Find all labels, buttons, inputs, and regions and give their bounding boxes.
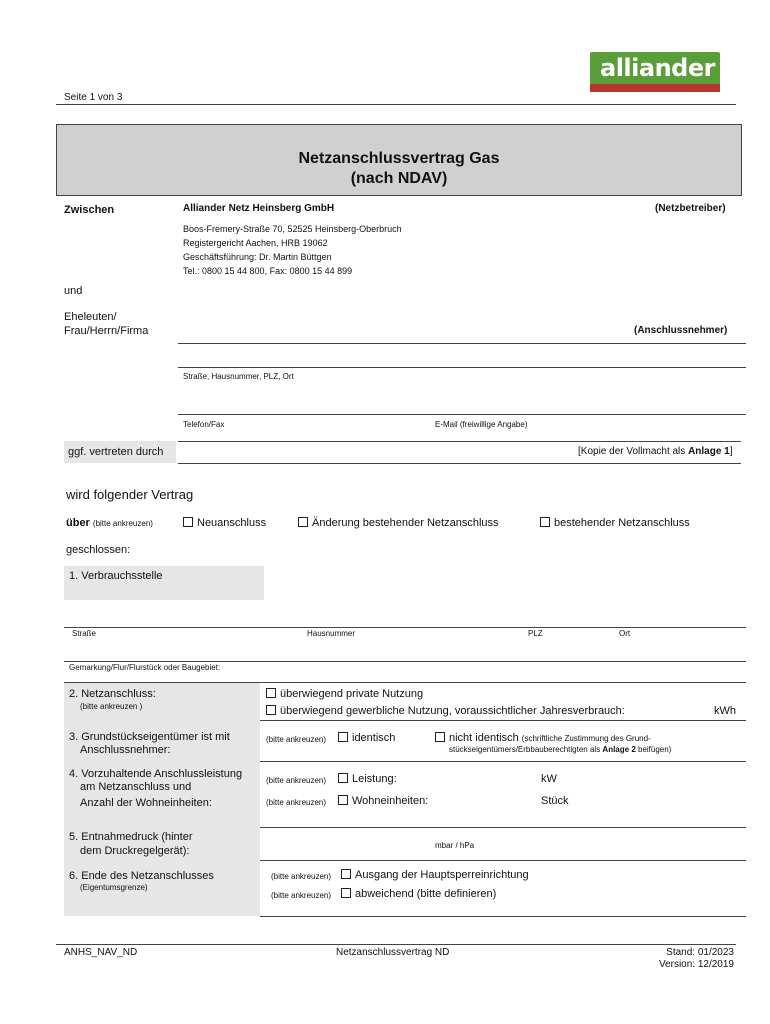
s4-unit-count: Stück: [541, 795, 569, 807]
checkbox-not-identical[interactable]: [435, 732, 445, 742]
site-address-line[interactable]: [64, 627, 746, 628]
site-parcel-line[interactable]: [64, 661, 746, 662]
company-logo: [590, 52, 720, 92]
site-parcel-label: Gemarkung/Flur/Flurstück oder Baugebiet:: [69, 663, 221, 672]
s3-hint: (bitte ankreuzen): [266, 735, 327, 744]
site-street-label: Straße: [72, 629, 97, 638]
checkbox-private[interactable]: [266, 688, 276, 698]
s6-hint-1: (bitte ankreuzen): [271, 872, 332, 881]
s6-hint-label: (Eigentumsgrenze): [80, 883, 148, 892]
footer-doc-name: Netzanschlussvertrag ND: [336, 947, 450, 958]
between-label: Zwischen: [64, 204, 115, 216]
s4-bottom-line: [260, 827, 746, 828]
footer-divider: [56, 944, 736, 945]
company-register: Registergericht Aachen, HRB 19062: [183, 238, 328, 248]
s6-hint-2: (bitte ankreuzen): [271, 891, 332, 900]
company-role: (Netzbetreiber): [655, 203, 726, 214]
customer-name-line[interactable]: [178, 343, 746, 344]
s6-option-deviating[interactable]: abweichend (bitte definieren): [341, 888, 496, 900]
consumption-site-heading: 1. Verbrauchsstelle: [69, 570, 163, 582]
email-hint: E-Mail (freiwillige Angabe): [435, 420, 528, 429]
company-management: Geschäftsführung: Dr. Martin Büttgen: [183, 252, 332, 262]
s3-label-1: 3. Grundstückseigentümer ist mit: [69, 731, 230, 743]
street-hint: Straße, Hausnummer, PLZ, Ort: [183, 372, 294, 381]
s6-label: 6. Ende des Netzanschlusses: [69, 870, 214, 882]
checkbox-existing[interactable]: [540, 517, 550, 527]
contract-about: über (bitte ankreuzen): [66, 517, 153, 529]
site-zip-label: PLZ: [528, 629, 543, 638]
s3-label-2: Anschlussnehmer:: [80, 744, 171, 756]
site-house-number-label: Hausnummer: [307, 629, 356, 638]
header-divider: [56, 104, 736, 105]
s2-option-commercial[interactable]: überwiegend gewerbliche Nutzung, voraussichtlicher Jahresverbrauch:: [266, 705, 625, 717]
s5-label-2: dem Druckregelgerät):: [80, 845, 190, 857]
checkbox-commercial[interactable]: [266, 705, 276, 715]
footer-doc-code: ANHS_NAV_ND: [64, 947, 138, 958]
checkbox-identical[interactable]: [338, 732, 348, 742]
s4-label-3: Anzahl der Wohneinheiten:: [80, 797, 212, 809]
checkbox-deviating[interactable]: [341, 888, 351, 898]
site-city-label: Ort: [619, 629, 631, 638]
s3-option-identical[interactable]: identisch: [338, 732, 395, 744]
checkbox-main-valve[interactable]: [341, 869, 351, 879]
sections-top-line: [64, 682, 746, 683]
contract-concluded: geschlossen:: [66, 544, 131, 556]
s5-bottom-line: [260, 860, 746, 861]
checkbox-units[interactable]: [338, 795, 348, 805]
s4-hint-2: (bitte ankreuzen): [266, 798, 327, 807]
s3-option-not-identical[interactable]: nicht identisch (schriftliche Zustimmung des Grund-: [435, 732, 651, 744]
customer-address-line[interactable]: [178, 367, 746, 368]
s4-label-1: 4. Vorzuhaltende Anschlussleistung: [69, 768, 243, 780]
checkbox-change[interactable]: [298, 517, 308, 527]
s2-label: 2. Netzanschluss:: [69, 688, 156, 700]
checkbox-power[interactable]: [338, 773, 348, 783]
title-line-2: (nach NDAV): [350, 170, 448, 187]
s2-hint: (bitte ankreuzen ): [80, 702, 143, 711]
s6-option-main-valve[interactable]: Ausgang der Hauptsperreinrichtung: [341, 869, 529, 881]
option-existing[interactable]: bestehender Netzanschluss: [540, 517, 690, 529]
page-label: Seite 1 von 3: [64, 92, 123, 103]
company-phone: Tel.: 0800 15 44 800, Fax: 0800 15 44 899: [183, 266, 353, 276]
s6-bottom-line: [260, 916, 746, 917]
s2-bottom-line: [260, 720, 746, 721]
s2-unit: kWh: [714, 705, 736, 717]
checkbox-new[interactable]: [183, 517, 193, 527]
s4-hint-1: (bitte ankreuzen): [266, 776, 327, 785]
footer-version: Version: 12/2019: [658, 959, 734, 970]
s4-option-units[interactable]: Wohneinheiten:: [338, 795, 428, 807]
company-name: Alliander Netz Heinsberg GmbH: [183, 203, 335, 214]
power-of-attorney-note: [Kopie der Vollmacht als Anlage 1]: [578, 446, 733, 457]
option-change[interactable]: Änderung bestehender Netzanschluss: [298, 517, 499, 529]
phone-hint: Telefon/Fax: [183, 420, 225, 429]
logo-text: alliander: [600, 54, 715, 82]
customer-label-1: Eheleuten/: [64, 311, 117, 323]
s3-bottom-line: [260, 761, 746, 762]
customer-contact-line[interactable]: [178, 414, 746, 415]
s5-label-1: 5. Entnahmedruck (hinter: [69, 831, 193, 843]
s5-unit: mbar / hPa: [435, 841, 475, 850]
contract-intro: wird folgender Vertrag: [66, 487, 194, 502]
customer-role: (Anschlussnehmer): [634, 325, 728, 336]
company-address: Boos-Fremery-Straße 70, 52525 Heinsberg-Oberbruch: [183, 224, 402, 234]
s4-unit-power: kW: [541, 773, 557, 785]
s2-option-private[interactable]: überwiegend private Nutzung: [266, 688, 423, 700]
option-new[interactable]: Neuanschluss: [183, 517, 266, 529]
title-line-1: Netzanschlussvertrag Gas: [298, 150, 500, 167]
footer-status: Stand: 01/2023: [666, 947, 734, 958]
s4-option-power[interactable]: Leistung:: [338, 773, 397, 785]
s4-label-2: am Netzanschluss und: [80, 781, 192, 793]
s3-note: stückseigentümers/Erbbauberechtigten als Anlage 2 beifügen): [449, 745, 672, 754]
and-label: und: [64, 285, 83, 297]
customer-label-2: Frau/Herrn/Firma: [64, 325, 149, 337]
represented-label: ggf. vertreten durch: [68, 446, 164, 458]
